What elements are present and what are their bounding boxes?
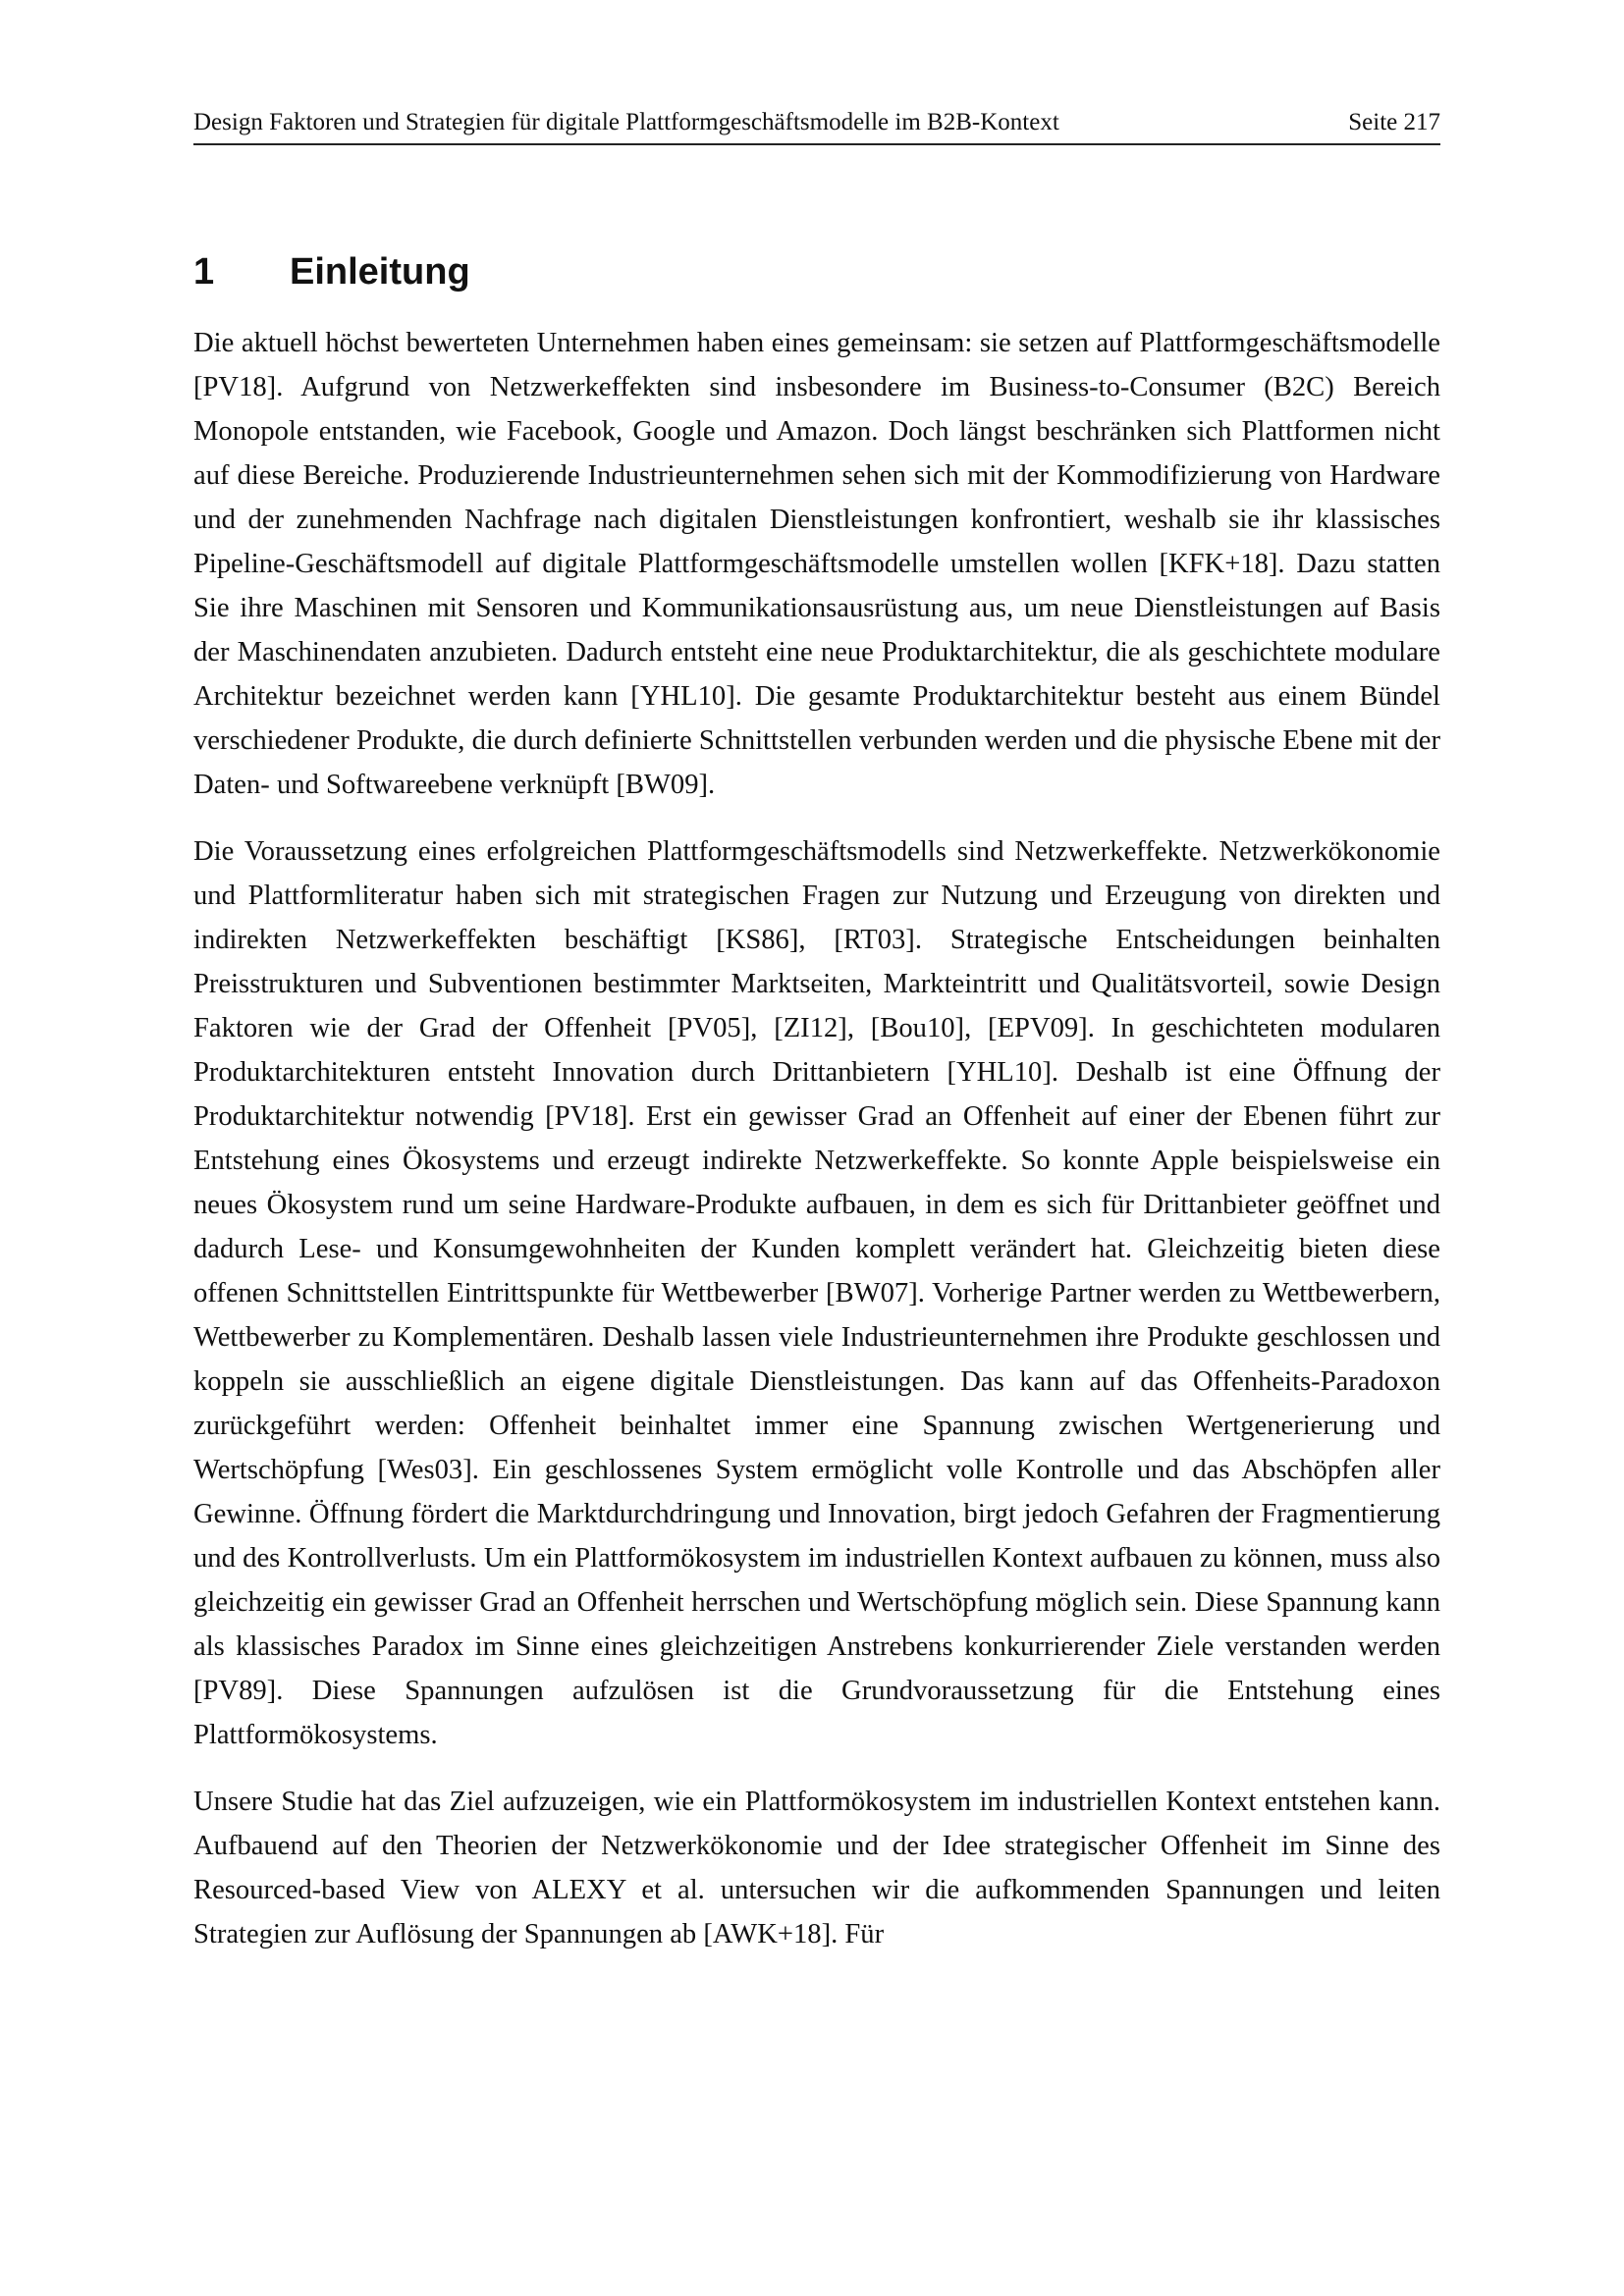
section-heading [193, 247, 1440, 296]
paragraph-3: Unsere Studie hat das Ziel aufzuzeigen, wie ein Plattformökosystem im industriellen Kontext entstehen kann. Aufbauend auf den Theorien der Netzwerkökonomie und der Idee strategischer Offenheit im Sinne des Resourced-based View von ALEXY et al. untersuchen wir die aufkommenden Spannungen und leiten Strategien zur Auflösung der Spannungen ab [AWK+18]. Für [193, 1787, 1440, 1949]
paragraph-2: Die Voraussetzung eines erfolgreichen Plattformgeschäftsmodells sind Netzwerkeffekte. Netzwerkökonomie und Plattformliteratur haben sich mit strategischen Fragen zur Nutzung und Erzeugung von direkten und indirekten Netzwerkeffekten beschäftigt [KS86], [RT03]. Strategische Entscheidungen beinhalten Preisstrukturen und Subventionen bestimmter Marktseiten, Markteintritt und Qualitätsvorteil, sowie Design Faktoren wie der Grad der Offenheit [PV05], [ZI12], [Bou10], [EPV09]. In geschichteten modularen Produktarchitekturen entsteht Innovation durch Drittanbietern [YHL10]. Deshalb ist eine Öffnung der Produktarchitektur notwendig [PV18]. Erst ein gewisser Grad an Offenheit auf einer der Ebenen führt zur Entstehung eines Ökosystems und erzeugt indirekte Netzwerkeffekte. So konnte Apple beispielsweise ein neues Ökosystem rund um seine Hardware-Produkte aufbauen, in dem es sich für Drittanbieter geöffnet und dadurch Lese- und Konsumgewohnheiten der Kunden komplett verändert hat. Gleichzeitig bieten diese offenen Schnittstellen Eintrittspunkte für Wettbewerber [BW07]. Vorherige Partner werden zu Wettbewerbern, Wettbewerber zu Komplementären. Deshalb lassen viele Industrieunternehmen ihre Produkte geschlossen und koppeln sie ausschließlich an eigene digitale Dienstleistungen. Das kann auf das Offenheits-Paradoxon zurückgeführt werden: Offenheit beinhaltet immer eine Spannung zwischen Wertgenerierung und Wertschöpfung [Wes03]. Ein geschlossenes System ermöglicht volle Kontrolle und das Abschöpfen aller Gewinne. Öffnung fördert die Marktdurchdringung und Innovation, birgt jedoch Gefahren der Fragmentierung und des Kontrollverlusts. Um ein Plattformökosystem im industriellen Kontext aufbauen zu können, muss also gleichzeitig ein gewisser Grad an Offenheit herrschen und Wertschöpfung möglich sein. Diese Spannung kann als klassisches Paradox im Sinne eines gleichzeitigen Anstrebens konkurrierender Ziele verstanden werden [PV89]. Diese Spannungen aufzulösen ist die Grundvoraussetzung für die Entstehung eines Plattformökosystems. [193, 836, 1440, 1750]
body-text [193, 321, 1440, 1979]
page-number: Seite 217 [1348, 109, 1440, 135]
running-header-title: Design Faktoren und Strategien für digitale Plattformgeschäftsmodelle im B2B-Kontext [193, 109, 1059, 135]
section-title: Einleitung [290, 251, 470, 293]
section-number: 1 [193, 251, 215, 293]
paragraph-1: Die aktuell höchst bewerteten Unternehmen haben eines gemeinsam: sie setzen auf Plattformgeschäftsmodelle [PV18]. Aufgrund von Netzwerkeffekten sind insbesondere im Business-to-Consumer (B2C) Bereich Monopole entstanden, wie Facebook, Google und Amazon. Doch längst beschränken sich Plattformen nicht auf diese Bereiche. Produzierende Industrieunternehmen sehen sich mit der Kommodifizierung von Hardware und der zunehmenden Nachfrage nach digitalen Dienstleistungen konfrontiert, weshalb sie ihr klassisches Pipeline-Geschäftsmodell auf digitale Plattformgeschäftsmodelle umstellen wollen [KFK+18]. Dazu statten Sie ihre Maschinen mit Sensoren und Kommunikationsausrüstung aus, um neue Dienstleistungen auf Basis der Maschinendaten anzubieten. Dadurch entsteht eine neue Produktarchitektur, die als geschichtete modulare Architektur bezeichnet werden kann [YHL10]. Die gesamte Produktarchitektur besteht aus einem Bündel verschiedener Produkte, die durch definierte Schnittstellen verbunden werden und die physische Ebene mit der Daten- und Softwareebene verknüpft [BW09]. [193, 328, 1440, 800]
running-header [193, 106, 1440, 145]
